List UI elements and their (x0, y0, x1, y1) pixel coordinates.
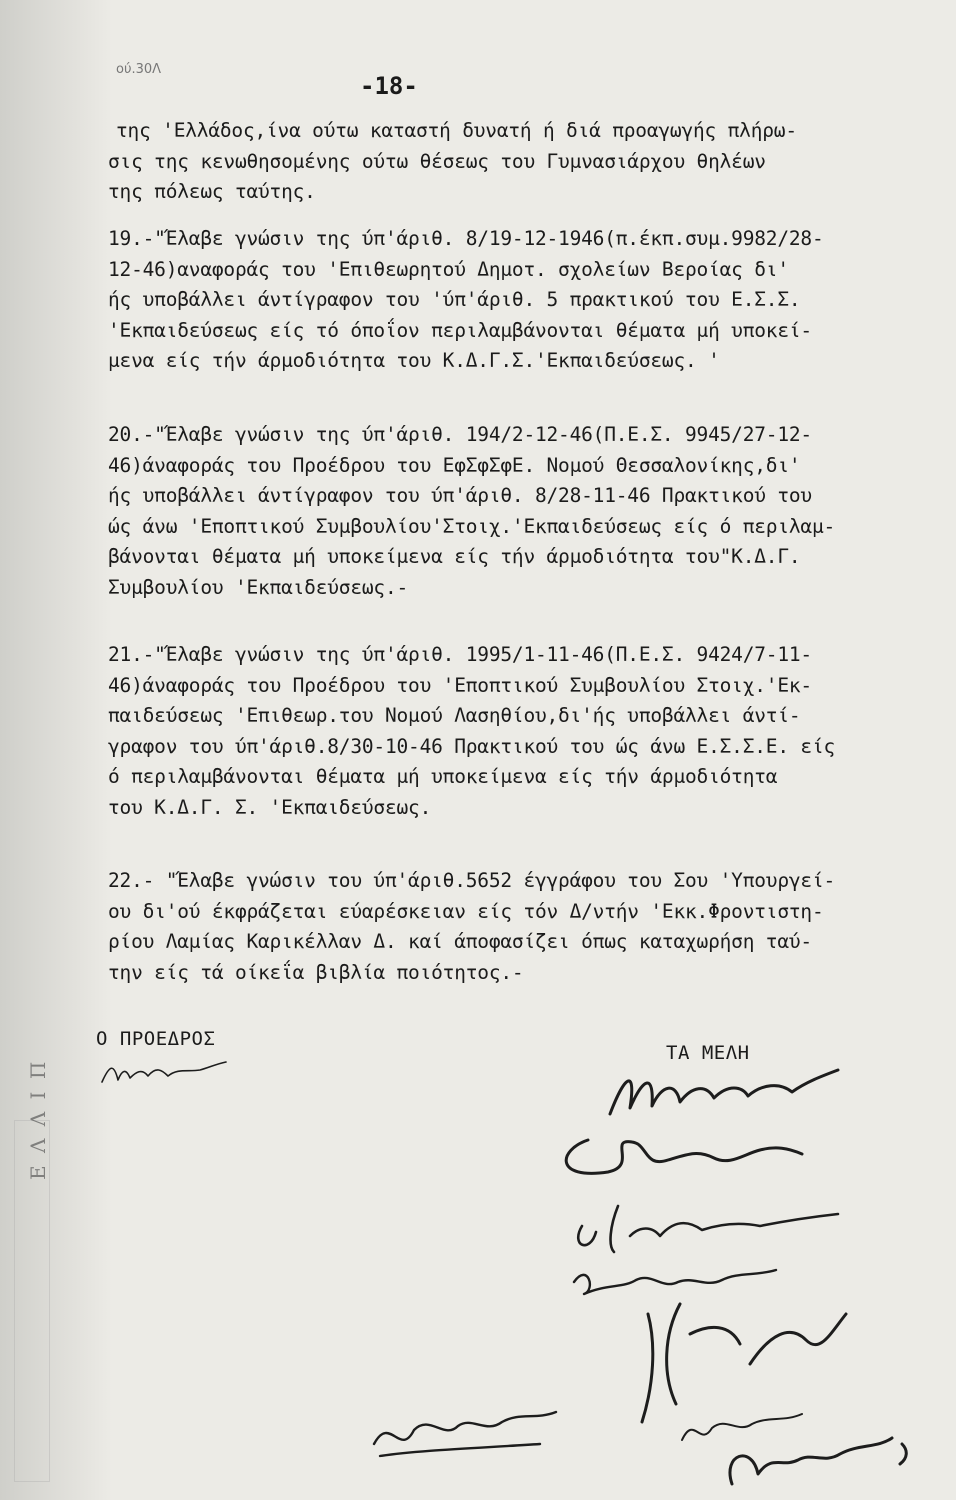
text-line: 20.-"Έλαβε γνώσιν της ύπ'άριθ. 194/2-12-46(Π.Ε.Σ. 9945/27-12- (108, 423, 812, 446)
text-line: παιδεύσεως 'Επιθεωρ.του Νομού Λασηθίου,δι'ής υποβάλλει άντί- (108, 704, 801, 727)
text-line: την είς τά οίκεΐα βιβλία ποιότητος.- (108, 960, 524, 984)
member-signature-2 (548, 1120, 808, 1190)
member-signature-6 (360, 1400, 580, 1470)
text-line: 46)άναφοράς του Προέδρου του ΕφΣφΣφΕ. Νομού Θεσσαλονίκης,δι' (108, 453, 801, 477)
text-line: 46)άναφοράς του Προέδρου του 'Εποπτικού Συμβουλίου Στοιχ.'Εκ- (108, 673, 812, 697)
paragraph-item-19 (108, 224, 934, 377)
text-line: 19.-"Έλαβε γνώσιν της ύπ'άριθ. 8/19-12-1946(π.έκπ.συμ.9982/28- (108, 227, 824, 250)
text-line: του Κ.Δ.Γ. Σ. 'Εκπαιδεύσεως. (108, 795, 432, 819)
text-line: 21.-"Έλαβε γνώσιν της ύπ'άριθ. 1995/1-11-46(Π.Ε.Σ. 9424/7-11- (108, 643, 812, 666)
member-signature-1 (596, 1062, 846, 1132)
text-line: ώς άνω 'Εποπτικού Συμβουλίου'Στοιχ.'Εκπαιδεύσεως είς ό περιλαμ- (108, 514, 836, 538)
text-line: ό περιλαμβάνονται θέματα μή υποκείμενα είς τήν άρμοδιότητα (108, 765, 778, 788)
member-signature-7 (672, 1404, 812, 1454)
members-title: ΤΑ ΜΕΛΗ (666, 1042, 750, 1064)
paragraph-continuation (108, 116, 934, 208)
member-signature-4 (566, 1254, 796, 1304)
text-line: ής υποβάλλει άντίγραφον του ύπ'άριθ. 8/28-11-46 Πρακτικού του (108, 484, 812, 507)
text-line: βάνονται θέματα μή υποκείμενα είς τήν άρμοδιότητα του"Κ.Δ.Γ. (108, 545, 801, 568)
text-line: ου δι'ού έκφράζεται εύαρέσκειαν είς τόν Δ/ντήν 'Εκκ.Φροντιστη- (108, 899, 824, 923)
president-signature (96, 1054, 236, 1094)
page-number: -18- (360, 72, 418, 100)
text-line: ής υποβάλλει άντίγραφον του 'ύπ'άριθ. 5 πρακτικού του Ε.Σ.Σ. (108, 288, 801, 311)
president-title: Ο ΠΡΟΕΔΡΟΣ (96, 1028, 216, 1050)
paragraph-item-22 (108, 866, 934, 988)
text-line: μενα είς τήν άρμοδιότητα του Κ.Δ.Γ.Σ.'Εκπαιδεύσεως. ' (108, 349, 720, 372)
member-signature-3 (570, 1196, 850, 1256)
member-signature-5 (620, 1294, 880, 1434)
text-line: της 'Ελλάδος,ίνα ούτω καταστή δυνατή ή διά προαγωγής πλήρω- (116, 119, 797, 142)
text-line: 'Εκπαιδεύσεως είς τό όποΐον περιλαμβάνονται θέματα μή υποκεί- (108, 318, 812, 342)
text-line: ρίου Λαμίας Καρικέλλαν Δ. καί άποφασίζει όπως καταχωρήση ταύ- (108, 930, 812, 953)
paragraph-item-20 (108, 420, 934, 603)
paragraph-item-21 (108, 640, 934, 823)
corner-note: ού.30Λ (116, 62, 162, 77)
text-line: 12-46)αναφοράς του 'Επιθεωρητού Δημοτ. σχολείων Βεροίας δι' (108, 257, 789, 281)
text-line: Συμβουλίου 'Εκπαιδεύσεως.- (108, 575, 409, 599)
text-line: της πόλεως ταύτης. (108, 180, 316, 203)
member-signature-8 (712, 1424, 922, 1500)
text-line: γραφον του ύπ'άριθ.8/30-10-46 Πρακτικού του ώς άνω Ε.Σ.Σ.Ε. είς (108, 734, 836, 758)
text-line: σις της κενωθησομένης ούτω θέσεως του Γυμνασιάρχου θηλέων (108, 149, 766, 173)
text-line: 22.- "Έλαβε γνώσιν του ύπ'άριθ.5652 έγγράφου του Σου 'Υπουργεί- (108, 869, 836, 892)
margin-vertical-text: Ε Λ Λ Ι Π (26, 1058, 50, 1180)
